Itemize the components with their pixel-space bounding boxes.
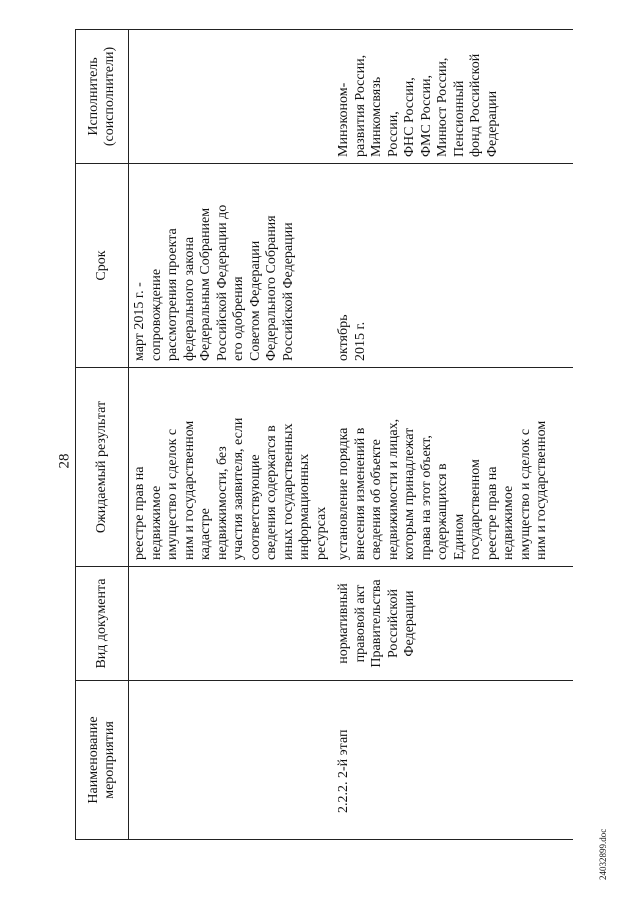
page-number: 28 — [56, 453, 73, 469]
table-row — [333, 30, 573, 840]
cell-executor — [129, 30, 334, 164]
cell-doc-type — [129, 567, 334, 681]
header-executor: Исполнитель (соисполнители) — [76, 30, 129, 164]
cell-result: реестре прав на недвижимое имущество и сделок с ним и государственном кадастре недвижимости, без участия заявителя, если соответствующие сведения содержатся в иных государственных информационных ресурсах — [129, 368, 334, 567]
cell-measure: 2.2.2. 2-й этап — [333, 681, 573, 840]
cell-measure — [129, 681, 334, 840]
header-result: Ожидаемый результат — [76, 368, 129, 567]
cell-deadline: октябрь 2015 г. — [333, 164, 573, 368]
footer-code: 24032899.doc — [598, 828, 608, 880]
measures-table — [75, 29, 573, 840]
table-row — [129, 30, 334, 840]
cell-deadline: март 2015 г. - сопровождение рассмотрения проекта федерального закона Федеральным Собранием Российской Федерации до его одобрения Советом Федерации Федерального Собрания Российской Федерации — [129, 164, 334, 368]
table-header-row — [76, 30, 129, 840]
rotated-table-wrapper — [75, 46, 549, 840]
cell-doc-type: нормативный правовой акт Правительства Российской Федерации — [333, 567, 573, 681]
header-deadline: Срок — [76, 164, 129, 368]
cell-executor: Минэконом- развития России, Минкомсвязь России, ФНС России, ФМС России, Минюст России, Пенсионный фонд Российской Федерации — [333, 30, 573, 164]
header-measure: Наименование мероприятия — [76, 681, 129, 840]
header-doc-type: Вид документа — [76, 567, 129, 681]
cell-result: установление порядка внесения изменений в сведения об объекте недвижимости и лицах, которым принадлежат права на этот объект, содержащихся в Едином государственном реестре прав на недвижимое имущество и сделок с ним и государственном — [333, 368, 573, 567]
